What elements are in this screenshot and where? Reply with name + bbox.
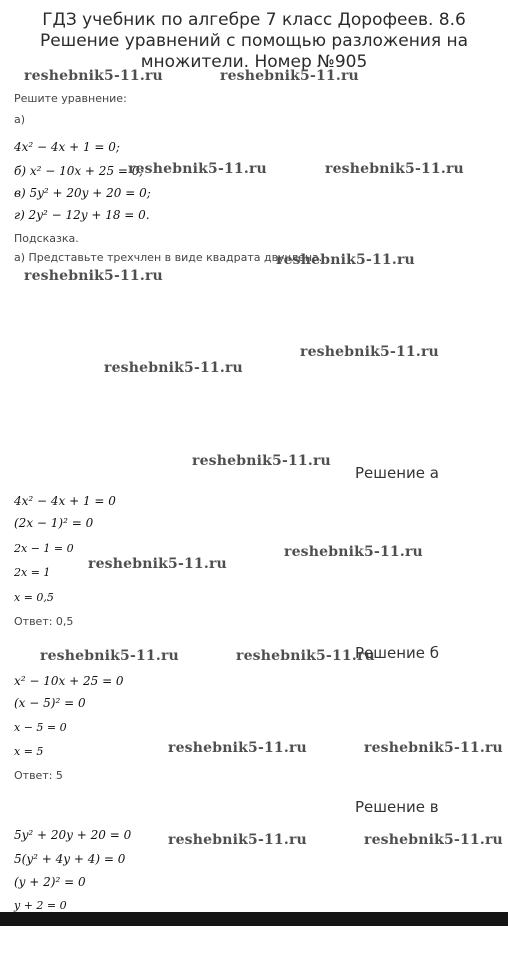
watermark: reshebnik5-11.ru (24, 68, 163, 84)
watermark: reshebnik5-11.ru (325, 161, 464, 177)
equation-g: г) 2y² − 12y + 18 = 0. (14, 208, 150, 222)
watermark: reshebnik5-11.ru (168, 740, 307, 756)
bottom-bar (0, 912, 508, 926)
watermark: reshebnik5-11.ru (104, 360, 243, 376)
hint-text: а) Представьте трехчлен в виде квадрата двучлена. (14, 251, 323, 264)
solution-v-line: (y + 2)² = 0 (14, 875, 86, 889)
watermark: reshebnik5-11.ru (236, 648, 375, 664)
solution-a-line: (2x − 1)² = 0 (14, 516, 94, 530)
solution-a-line: 2x = 1 (14, 566, 51, 579)
watermark: reshebnik5-11.ru (364, 740, 503, 756)
solution-v-line: y + 2 = 0 (14, 899, 67, 912)
solution-a-line: 4x² − 4x + 1 = 0 (14, 494, 116, 508)
equation-b: б) x² − 10x + 25 = 0; (14, 164, 144, 178)
page-title: ГДЗ учебник по алгебре 7 класс Дорофеев. 8.6 Решение уравнений с помощью разложения на множители. Номер №905 (39, 10, 469, 72)
solution-b-line: x − 5 = 0 (14, 721, 67, 734)
solution-a-answer: Ответ: 0,5 (14, 615, 74, 628)
watermark: reshebnik5-11.ru (192, 453, 331, 469)
task-part-a-label: а) (14, 113, 26, 126)
watermark: reshebnik5-11.ru (364, 832, 503, 848)
watermark: reshebnik5-11.ru (168, 832, 307, 848)
watermark: reshebnik5-11.ru (220, 68, 359, 84)
watermark: reshebnik5-11.ru (284, 544, 423, 560)
watermark: reshebnik5-11.ru (276, 252, 415, 268)
solution-b-heading: Решение б (355, 644, 440, 662)
watermark: reshebnik5-11.ru (40, 648, 179, 664)
solution-a-line: 2x − 1 = 0 (14, 542, 74, 555)
solution-v-heading: Решение в (355, 798, 439, 816)
solution-v-line: 5y² + 20y + 20 = 0 (14, 828, 132, 842)
solution-v-line: 5(y² + 4y + 4) = 0 (14, 852, 126, 866)
equation-v: в) 5y² + 20y + 20 = 0; (14, 186, 151, 200)
watermark: reshebnik5-11.ru (88, 556, 227, 572)
hint-label: Подсказка. (14, 232, 79, 245)
solution-b-line: (x − 5)² = 0 (14, 696, 86, 710)
watermark: reshebnik5-11.ru (300, 344, 439, 360)
solution-b-line: x² − 10x + 25 = 0 (14, 674, 124, 688)
solution-a-heading: Решение а (355, 464, 439, 482)
watermark: reshebnik5-11.ru (24, 268, 163, 284)
watermark: reshebnik5-11.ru (128, 161, 267, 177)
task-prompt: Решите уравнение: (14, 92, 127, 105)
equation-a: 4x² − 4x + 1 = 0; (14, 140, 120, 154)
solution-a-line: x = 0,5 (14, 591, 54, 604)
solution-b-line: x = 5 (14, 745, 44, 758)
solution-b-answer: Ответ: 5 (14, 769, 63, 782)
